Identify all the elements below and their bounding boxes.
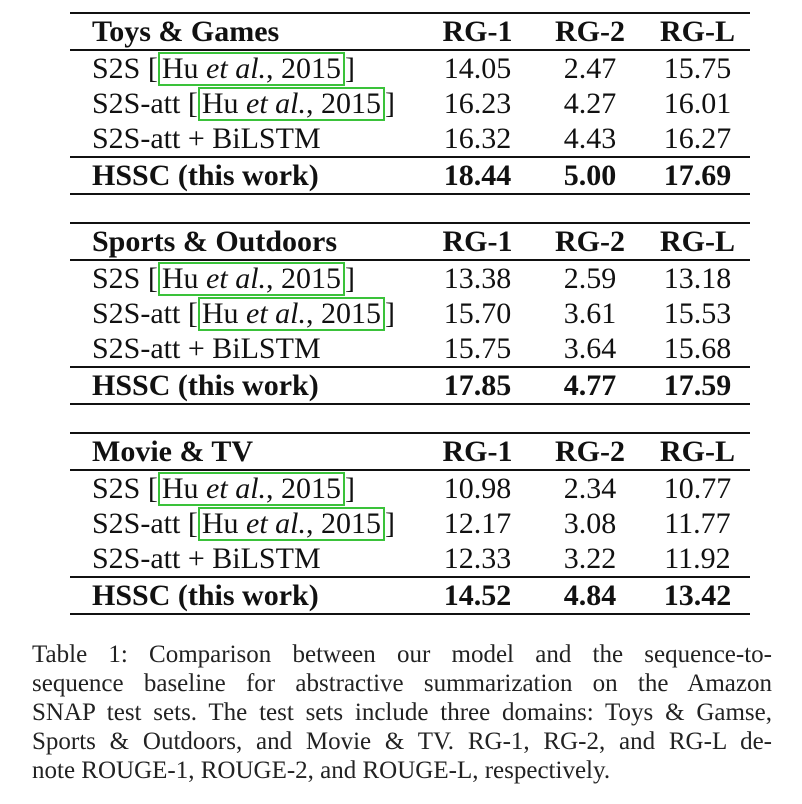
table-row — [70, 86, 750, 121]
value-rg2: 3.64 — [563, 332, 617, 365]
domain-title: Toys & Games — [70, 13, 420, 50]
method-name: HSSC (this work) — [70, 367, 420, 404]
method-name: S2S-att — [92, 507, 181, 540]
value-rg1: 14.05 — [443, 52, 512, 85]
value-rg2: 2.59 — [563, 262, 617, 295]
method-name: S2S-att — [92, 87, 181, 120]
citation-link[interactable]: Hu et al., 2015 — [198, 87, 385, 121]
method-cell: S2S-att [ Hu et al., 2015 ] — [92, 87, 396, 120]
value-rg1: 15.70 — [443, 297, 512, 330]
table-row — [70, 470, 750, 506]
value-rgl: 10.77 — [663, 472, 732, 505]
value-rg1: 18.44 — [420, 157, 535, 194]
caption-line: Table 1: Comparison between our model and the sequence-to- — [32, 641, 772, 668]
table-movie-tv — [70, 432, 750, 615]
method-name: HSSC (this work) — [70, 157, 420, 194]
method-cell: S2S [ Hu et al., 2015 ] — [92, 262, 356, 295]
value-rg2: 3.22 — [563, 542, 617, 575]
citation-link[interactable]: Hu et al., 2015 — [198, 507, 385, 541]
table-row — [70, 296, 750, 331]
table-row-best — [70, 367, 750, 404]
method-cell: S2S [ Hu et al., 2015 ] — [92, 52, 356, 85]
method-name: HSSC (this work) — [70, 577, 420, 614]
citation-link[interactable]: Hu et al., 2015 — [158, 262, 345, 296]
domain-title: Sports & Outdoors — [70, 223, 420, 260]
method-cell: S2S-att [ Hu et al., 2015 ] — [92, 297, 396, 330]
caption-line: sequence baseline for abstractive summarization on the Amazon — [32, 670, 772, 697]
value-rg2: 3.08 — [563, 507, 617, 540]
column-header-rgl: RG-L — [645, 433, 750, 470]
value-rg2: 2.34 — [563, 472, 617, 505]
column-header-rg2: RG-2 — [535, 13, 645, 50]
value-rgl: 15.75 — [663, 52, 732, 85]
value-rgl: 17.69 — [645, 157, 750, 194]
table-row — [70, 121, 750, 157]
citation-link[interactable]: Hu et al., 2015 — [198, 297, 385, 331]
value-rgl: 11.92 — [664, 542, 731, 575]
value-rgl: 13.42 — [645, 577, 750, 614]
method-name: S2S-att + BiLSTM — [92, 332, 321, 365]
table-row-best — [70, 157, 750, 194]
table-row — [70, 331, 750, 367]
method-name: S2S — [92, 52, 141, 85]
value-rgl: 16.27 — [663, 122, 732, 155]
caption-line: Sports & Outdoors, and Movie & TV. RG-1, RG-2, and RG-L de- — [32, 728, 772, 755]
table-row — [70, 541, 750, 577]
value-rgl: 17.59 — [645, 367, 750, 404]
table-row — [70, 506, 750, 541]
value-rg1: 17.85 — [420, 367, 535, 404]
citation-link[interactable]: Hu et al., 2015 — [158, 472, 345, 506]
value-rg2: 4.27 — [563, 87, 617, 120]
method-name: S2S-att — [92, 297, 181, 330]
table-header-row — [70, 13, 750, 50]
column-header-rg1: RG-1 — [420, 433, 535, 470]
value-rg1: 15.75 — [443, 332, 512, 365]
method-cell: S2S [ Hu et al., 2015 ] — [92, 472, 356, 505]
table-row — [70, 260, 750, 296]
value-rgl: 11.77 — [664, 507, 731, 540]
value-rg1: 14.52 — [420, 577, 535, 614]
value-rg1: 12.17 — [443, 507, 512, 540]
table-caption — [32, 640, 772, 785]
method-name: S2S — [92, 472, 141, 505]
domain-title: Movie & TV — [70, 433, 420, 470]
table-row — [70, 50, 750, 86]
citation-link[interactable]: Hu et al., 2015 — [158, 52, 345, 86]
caption-line: SNAP test sets. The test sets include three domains: Toys & Gamse, — [32, 699, 772, 726]
column-header-rg2: RG-2 — [535, 433, 645, 470]
table-toys-games — [70, 12, 750, 195]
table-header-row — [70, 433, 750, 470]
method-name: S2S-att + BiLSTM — [92, 122, 321, 155]
table-row-best — [70, 577, 750, 614]
value-rgl: 16.01 — [663, 87, 732, 120]
value-rgl: 15.53 — [663, 297, 732, 330]
method-cell: S2S-att [ Hu et al., 2015 ] — [92, 507, 396, 540]
value-rg1: 13.38 — [443, 262, 512, 295]
table-header-row — [70, 223, 750, 260]
column-header-rg1: RG-1 — [420, 13, 535, 50]
value-rg1: 10.98 — [443, 472, 512, 505]
column-header-rg2: RG-2 — [535, 223, 645, 260]
column-header-rgl: RG-L — [645, 223, 750, 260]
value-rg2: 5.00 — [535, 157, 645, 194]
value-rg2: 4.84 — [535, 577, 645, 614]
value-rg2: 2.47 — [563, 52, 617, 85]
value-rg1: 16.32 — [443, 122, 512, 155]
method-name: S2S — [92, 262, 141, 295]
value-rgl: 13.18 — [663, 262, 732, 295]
method-name: S2S-att + BiLSTM — [92, 542, 321, 575]
column-header-rgl: RG-L — [645, 13, 750, 50]
table-sports-outdoors — [70, 222, 750, 405]
column-header-rg1: RG-1 — [420, 223, 535, 260]
value-rg1: 16.23 — [443, 87, 512, 120]
value-rg2: 4.43 — [563, 122, 617, 155]
value-rg2: 3.61 — [563, 297, 617, 330]
caption-line: note ROUGE-1, ROUGE-2, and ROUGE-L, respectively. — [32, 757, 611, 784]
value-rgl: 15.68 — [663, 332, 732, 365]
value-rg1: 12.33 — [443, 542, 512, 575]
value-rg2: 4.77 — [535, 367, 645, 404]
